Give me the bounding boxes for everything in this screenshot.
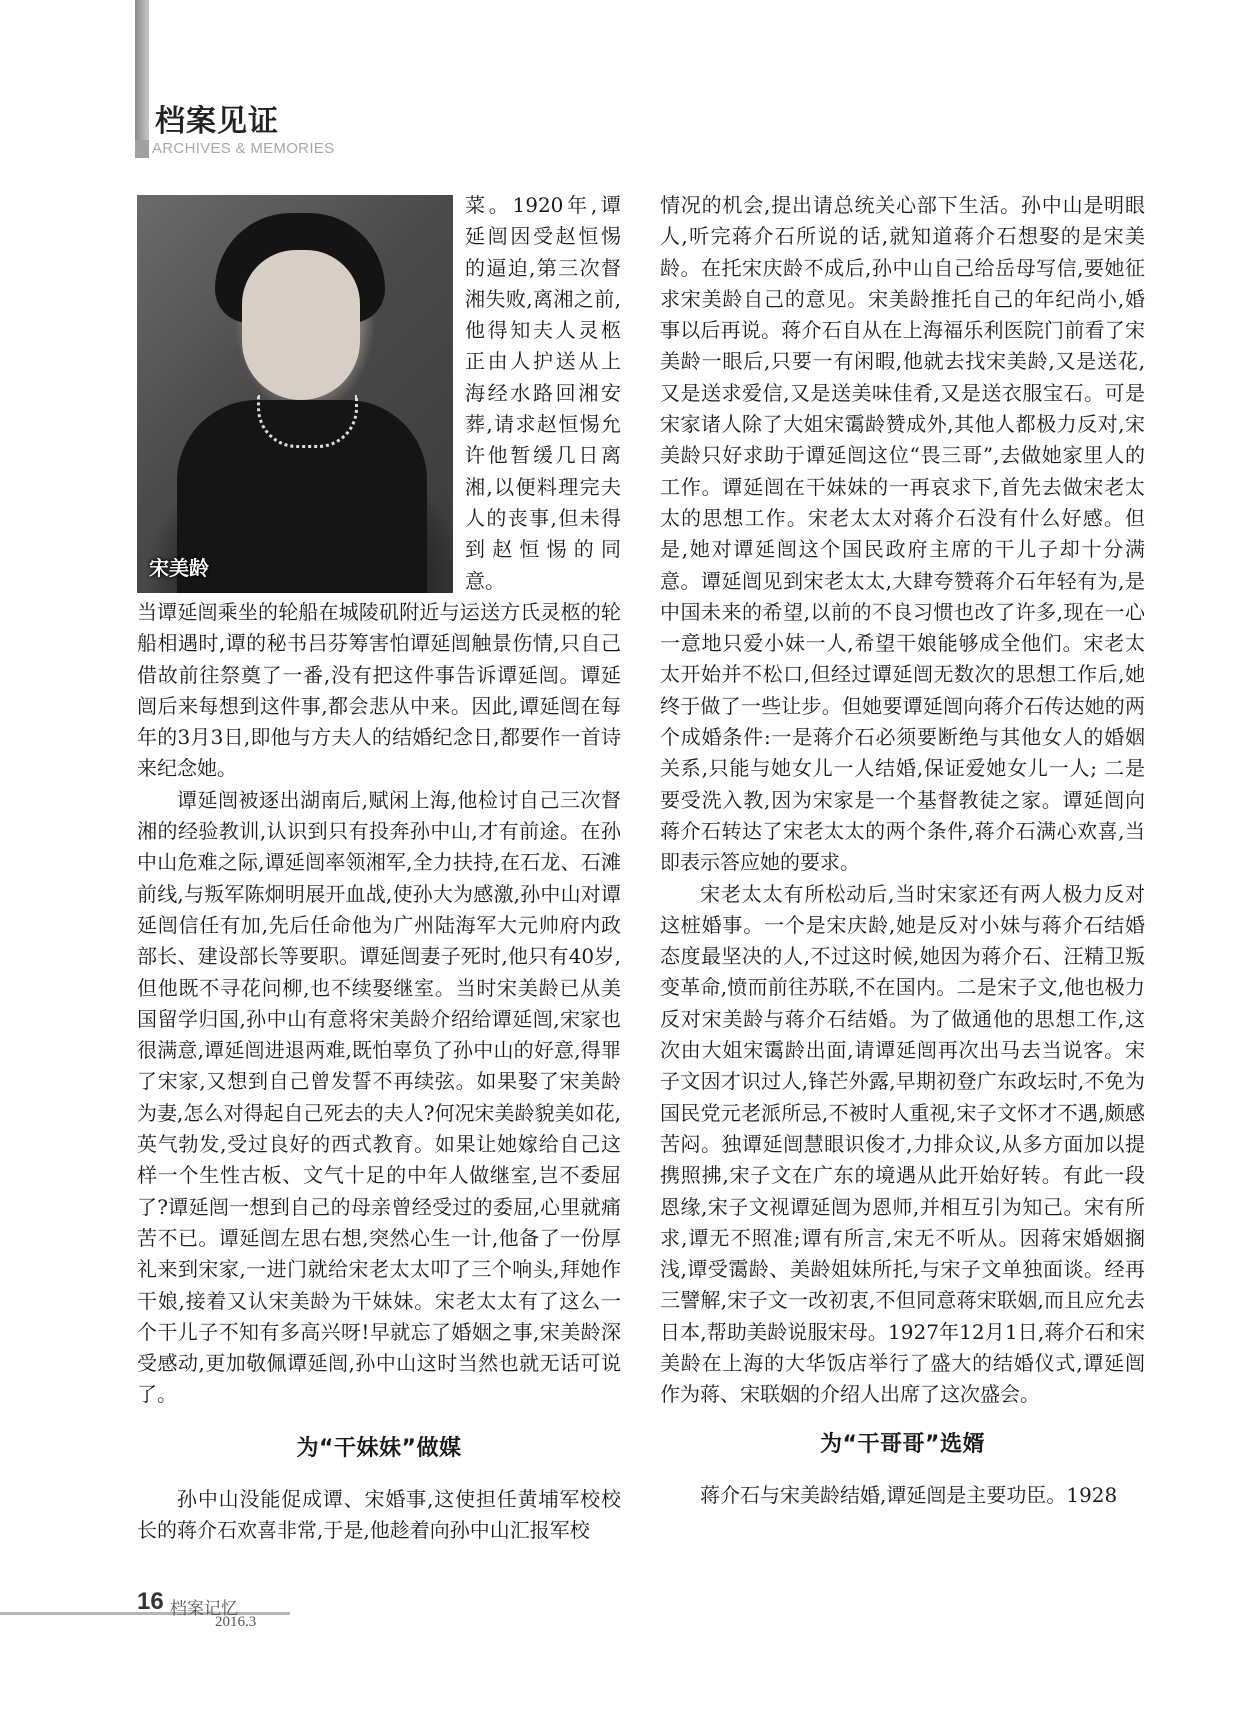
body-paragraph: 谭延闿被逐出湖南后,赋闲上海,他检讨自己三次督湘的经验教训,认识到只有投奔孙中山,才有前途。在孙中山危难之际,谭延闿率领湘军,全力扶持,在石龙、石滩前线,与叛军陈炯明展开血战,使孙大为感激,孙中山对谭延闿信任有加,先后任命他为广州陆海军大元帅府内政部长、建设部长等要职。谭延闿妻子死时,他只有40岁,但他既不寻花问柳,也不续娶继室。当时宋美龄已从美国留学归国,孙中山有意将宋美龄介绍给谭延闿,宋家也很满意,谭延闿进退两难,既怕辜负了孙中山的好意,得罪了宋家,又想到自己曾发誓不再续弦。如果娶了宋美龄为妻,怎么对得起自己死去的夫人?何况宋美龄貌美如花,英气勃发,受过良好的西式教育。如果让她嫁给自己这样一个生性古板、文气十足的中年人做继室,岂不委屈了?谭延闿一想到自己的母亲曾经受过的委屈,心里就痛苦不已。谭延闿左思右想,突然心生一计,他备了一份厚礼来到宋家,一进门就给宋老太太叩了三个响头,拜她作干娘,接着又认宋美龄为干妹妹。宋老太太有了这么一个干儿子不知有多高兴呀!早就忘了婚姻之事,宋美龄深受感动,更加敬佩谭延闿,孙中山这时当然也就无话可说了。	[137, 787, 621, 1407]
page-number: 16	[137, 1588, 164, 1615]
photo-wrap-text	[465, 190, 621, 597]
body-paragraph: 情况的机会,提出请总统关心部下生活。孙中山是明眼人,听完蒋介石所说的话,就知道蒋介石想娶的是宋美龄。在托宋庆龄不成后,孙中山自己给岳母写信,要她征求宋美龄自己的意见。宋美龄推托自己的年纪尚小,婚事以后再说。蒋介石自从在上海福乐利医院门前看了宋美龄一眼后,只要一有闲暇,他就去找宋美龄,又是送花,又是送求爱信,又是送美味佳肴,又是送衣服宝石。可是宋家诸人除了大姐宋霭龄赞成外,其他人都极力反对,宋美龄只好求助于谭延闿这位“畏三哥”,去做她家里人的工作。谭延闿在干妹妹的一再哀求下,首先去做宋老太太的思想工作。宋老太太对蒋介石没有什么好感。但是,她对谭延闿这个国民政府主席的干儿子却十分满意。谭延闿见到宋老太太,大肆夸赞蒋介石年轻有为,是中国未来的希望,以前的不良习惯也改了许多,现在一心一意地只爱小妹一人,希望干娘能够成全他们。宋老太太开始并不松口,但经过谭延闿无数次的思想工作后,她终于做了一些让步。但她要谭延闿向蒋介石传达她的两个成婚条件:一是蒋介石必须要断绝与其他女人的婚姻关系,只能与她女儿一人结婚,保证爱她女儿一人; 二是要受洗入教,因为宋家是一个基督教徒之家。谭延闿向蒋介石转达了宋老太太的两个条件,蒋介石满心欢喜,当即表示答应她的要求。	[660, 193, 1145, 875]
subheading: 为“干哥哥”选婿	[820, 1431, 985, 1457]
body-paragraph: 菜。1920年,谭延闿因受赵恒惕的逼迫,第三次督湘失败,离湘之前,他得知夫人灵柩正由人护送从上海经水路回湘安葬,请求赵恒惕允许他暂缓几日离湘,以便料理完夫人的丧事,但未得到赵恒惕的同意。	[465, 193, 621, 593]
issue-date: 2016.3	[215, 1614, 257, 1630]
magazine-name: 档案记忆	[170, 1599, 238, 1619]
body-paragraph: 孙中山没能促成谭、宋婚事,这使担任黄埔军校校长的蒋介石欢喜非常,于是,他趁着向孙中山汇报军校	[137, 1487, 621, 1543]
portrait-face	[242, 250, 360, 400]
right-column	[660, 190, 1145, 1511]
section-title: 档案见证	[155, 104, 279, 139]
portrait-photo	[137, 195, 453, 593]
body-paragraph: 当谭延闿乘坐的轮船在城陵矶附近与运送方氏灵柩的轮船相遇时,谭的秘书吕芬筹害怕谭延闿触景伤情,只自己借故前往祭奠了一番,没有把这件事告诉谭延闿。谭延闿后来每想到这件事,都会悲从中来。因此,谭延闿在每年的3月3日,即他与方夫人的结婚纪念日,都要作一首诗来纪念她。	[137, 600, 621, 781]
section-subtitle: ARCHIVES & MEMORIES	[152, 140, 335, 157]
left-column	[137, 597, 621, 1547]
body-paragraph: 蒋介石与宋美龄结婚,谭延闿是主要功臣。1928	[700, 1482, 1118, 1507]
header-accent-bar	[135, 0, 149, 158]
body-paragraph: 宋老太太有所松动后,当时宋家还有两人极力反对这桩婚事。一个是宋庆龄,她是反对小妹与蒋介石结婚态度最坚决的人,不过这时候,她因为蒋介石、汪精卫叛变革命,愤而前往苏联,不在国内。二是宋子文,他也极力反对宋美龄与蒋介石结婚。为了做通他的思想工作,这次由大姐宋霭龄出面,请谭延闿再次出马去当说客。宋子文因才识过人,锋芒外露,早期初登广东政坛时,不免为国民党元老派所忌,不被时人重视,宋子文怀才不遇,颇感苦闷。独谭延闿慧眼识俊才,力排众议,从多方面加以提携照拂,宋子文在广东的境遇从此开始好转。有此一段恩缘,宋子文视谭延闿为恩师,并相互引为知己。宋有所求,谭无不照准;谭有所言,宋无不听从。因蒋宋婚姻搁浅,谭受霭龄、美龄姐妹所托,与宋子文单独面谈。经再三譬解,宋子文一改初衷,不但同意蒋宋联姻,而且应允去日本,帮助美龄说服宋母。1927年12月1日,蒋介石和宋美龄在上海的大华饭店举行了盛大的结婚仪式,谭延闿作为蒋、宋联姻的介绍人出席了这次盛会。	[660, 881, 1145, 1407]
header-accent-bar-lower	[135, 140, 149, 158]
photo-caption: 宋美龄	[149, 556, 209, 580]
subheading: 为“干妹妹”做媒	[296, 1435, 462, 1461]
